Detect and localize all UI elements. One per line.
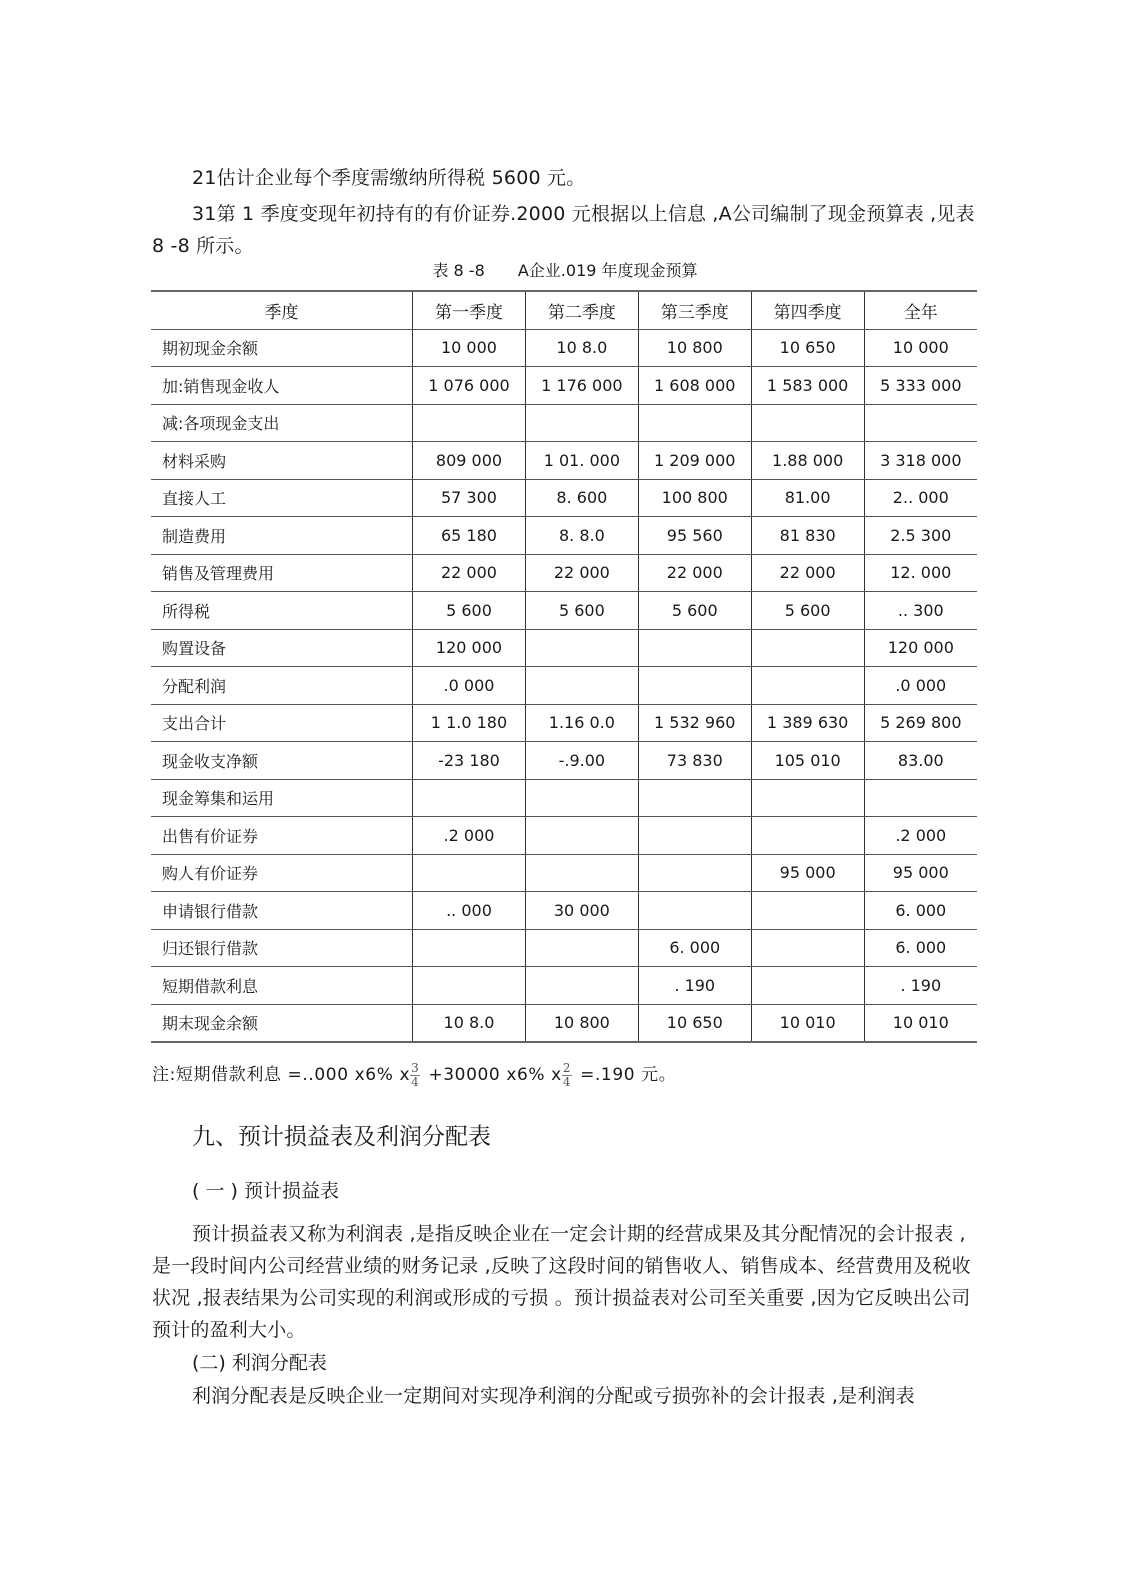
table-cell: 81 830 bbox=[751, 517, 864, 555]
table-row bbox=[151, 367, 977, 405]
table-cell: 10 800 bbox=[638, 329, 751, 367]
fraction-3-4 bbox=[410, 1062, 420, 1089]
table-row bbox=[151, 929, 977, 967]
table-cell bbox=[864, 404, 977, 442]
table-cell bbox=[751, 967, 864, 1005]
table-cell: 10 8.0 bbox=[525, 329, 638, 367]
section-heading: 九、预计损益表及利润分配表 bbox=[192, 1124, 491, 1150]
table-cell bbox=[525, 929, 638, 967]
table-cell: 1 608 000 bbox=[638, 367, 751, 405]
table-row bbox=[151, 517, 977, 555]
note-middle: +30000 x6% x bbox=[422, 1065, 562, 1085]
table-cell: 1.16 0.0 bbox=[525, 704, 638, 742]
row-label: 直接人工 bbox=[151, 479, 413, 517]
table-cell bbox=[638, 404, 751, 442]
table-cell bbox=[525, 967, 638, 1005]
table-cell: 22 000 bbox=[751, 554, 864, 592]
table-cell: 65 180 bbox=[413, 517, 526, 555]
row-label: 短期借款利息 bbox=[151, 967, 413, 1005]
table-cell: 10 000 bbox=[413, 329, 526, 367]
table-cell bbox=[751, 667, 864, 705]
table-header-row bbox=[151, 291, 977, 329]
row-label: 销售及管理费用 bbox=[151, 554, 413, 592]
table-cell: 10 8.0 bbox=[413, 1004, 526, 1042]
table-cell: 1 176 000 bbox=[525, 367, 638, 405]
table-cell: .. 300 bbox=[864, 592, 977, 630]
header-q2: 第二季度 bbox=[525, 291, 638, 329]
table-cell bbox=[751, 629, 864, 667]
table-cell: 120 000 bbox=[864, 629, 977, 667]
fraction-numerator: 3 bbox=[411, 1060, 420, 1075]
table-cell: 1.88 000 bbox=[751, 442, 864, 480]
table-cell: 57 300 bbox=[413, 479, 526, 517]
table-row bbox=[151, 817, 977, 855]
table-cell bbox=[751, 779, 864, 817]
table-cell: 1 209 000 bbox=[638, 442, 751, 480]
table-cell bbox=[413, 779, 526, 817]
table-cell: 5 600 bbox=[751, 592, 864, 630]
row-label: 减:各项现金支出 bbox=[151, 404, 413, 442]
table-cell bbox=[413, 404, 526, 442]
table-cell: -.9.00 bbox=[525, 742, 638, 780]
table-cell bbox=[751, 404, 864, 442]
row-label: 期初现金余额 bbox=[151, 329, 413, 367]
table-cell bbox=[525, 854, 638, 892]
table-cell bbox=[638, 667, 751, 705]
fraction-denominator: 4 bbox=[411, 1074, 420, 1089]
table-row bbox=[151, 442, 977, 480]
table-row bbox=[151, 967, 977, 1005]
table-cell bbox=[864, 779, 977, 817]
table-cell: .. 000 bbox=[413, 892, 526, 930]
table-cell: 2.5 300 bbox=[864, 517, 977, 555]
table-row bbox=[151, 629, 977, 667]
table-cell: . 190 bbox=[864, 967, 977, 1005]
row-label: 申请银行借款 bbox=[151, 892, 413, 930]
intro-paragraph-1: 21估计企业每个季度需缴纳所得税 5600 元。 bbox=[192, 167, 586, 189]
table-cell: . 190 bbox=[638, 967, 751, 1005]
header-q4: 第四季度 bbox=[751, 291, 864, 329]
table-cell: 10 800 bbox=[525, 1004, 638, 1042]
table-cell: 1 583 000 bbox=[751, 367, 864, 405]
interest-note bbox=[152, 1058, 676, 1092]
row-label: 购人有价证券 bbox=[151, 854, 413, 892]
table-cell: .0 000 bbox=[413, 667, 526, 705]
table-cell bbox=[638, 892, 751, 930]
table-row bbox=[151, 667, 977, 705]
table-cell: 5 600 bbox=[638, 592, 751, 630]
table-row bbox=[151, 779, 977, 817]
table-row bbox=[151, 329, 977, 367]
table-cell: 6. 000 bbox=[864, 929, 977, 967]
row-label: 购置设备 bbox=[151, 629, 413, 667]
row-label: 期末现金余额 bbox=[151, 1004, 413, 1042]
income-statement-paragraph: 预计损益表又称为利润表 ,是指反映企业在一定会计期的经营成果及其分配情况的会计报表 ,是一段时间内公司经营业绩的财务记录 ,反映了这段时间的销售收人、销售成本、经营费用及税收状况 ,报表结果为公司实现的利润或形成的亏损 。预计损益表对公司至关重要 ,因为它反映出公司预计的盈利大小。 bbox=[152, 1223, 971, 1341]
table-cell bbox=[525, 667, 638, 705]
table-cell: .2 000 bbox=[864, 817, 977, 855]
table-cell: 10 010 bbox=[751, 1004, 864, 1042]
row-label: 现金筹集和运用 bbox=[151, 779, 413, 817]
table-cell: 83.00 bbox=[864, 742, 977, 780]
table-cell: 809 000 bbox=[413, 442, 526, 480]
table-row bbox=[151, 404, 977, 442]
table-cell: .0 000 bbox=[864, 667, 977, 705]
row-label: 加:销售现金收人 bbox=[151, 367, 413, 405]
table-row bbox=[151, 704, 977, 742]
table-row bbox=[151, 479, 977, 517]
row-label: 支出合计 bbox=[151, 704, 413, 742]
table-cell: 1 389 630 bbox=[751, 704, 864, 742]
table-row bbox=[151, 892, 977, 930]
row-label: 归还银行借款 bbox=[151, 929, 413, 967]
table-cell: 12. 000 bbox=[864, 554, 977, 592]
table-cell: 5 600 bbox=[525, 592, 638, 630]
header-q1: 第一季度 bbox=[413, 291, 526, 329]
fraction-denominator: 4 bbox=[562, 1074, 572, 1089]
table-cell: 1 1.0 180 bbox=[413, 704, 526, 742]
table-cell: 22 000 bbox=[525, 554, 638, 592]
table-cell bbox=[638, 817, 751, 855]
header-full-year: 全年 bbox=[864, 291, 977, 329]
table-cell: 95 560 bbox=[638, 517, 751, 555]
cash-budget-table bbox=[151, 290, 977, 1043]
table-cell: 95 000 bbox=[751, 854, 864, 892]
table-cell: 105 010 bbox=[751, 742, 864, 780]
row-label: 制造费用 bbox=[151, 517, 413, 555]
table-cell: .2 000 bbox=[413, 817, 526, 855]
row-label: 出售有价证券 bbox=[151, 817, 413, 855]
table-cell: 10 010 bbox=[864, 1004, 977, 1042]
table-cell bbox=[525, 404, 638, 442]
table-cell bbox=[525, 817, 638, 855]
table-cell: 5 333 000 bbox=[864, 367, 977, 405]
header-q3: 第三季度 bbox=[638, 291, 751, 329]
table-caption bbox=[152, 258, 978, 284]
row-label: 现金收支净额 bbox=[151, 742, 413, 780]
table-cell: 10 000 bbox=[864, 329, 977, 367]
table-cell: 10 650 bbox=[751, 329, 864, 367]
table-cell: 22 000 bbox=[638, 554, 751, 592]
table-row bbox=[151, 554, 977, 592]
fraction-2-4 bbox=[562, 1062, 572, 1089]
header-quarter: 季度 bbox=[151, 291, 413, 329]
row-label: 所得税 bbox=[151, 592, 413, 630]
table-cell bbox=[638, 629, 751, 667]
table-cell: 30 000 bbox=[525, 892, 638, 930]
table-row bbox=[151, 592, 977, 630]
table-cell: 5 269 800 bbox=[864, 704, 977, 742]
intro-paragraph-2: 31第 1 季度变现年初持有的有价证券.2000 元根据以上信息 ,A公司编制了现金预算表 ,见表 8 -8 所示。 bbox=[152, 203, 975, 257]
subsection-heading-profit-distribution: (二) 利润分配表 bbox=[192, 1352, 327, 1374]
row-label: 分配利润 bbox=[151, 667, 413, 705]
table-row bbox=[151, 1004, 977, 1042]
table-title: A企业.019 年度现金预算 bbox=[517, 261, 698, 280]
table-cell bbox=[751, 892, 864, 930]
note-suffix: =.190 元。 bbox=[574, 1065, 677, 1085]
table-cell: 6. 000 bbox=[864, 892, 977, 930]
table-cell bbox=[413, 854, 526, 892]
table-cell: 1 532 960 bbox=[638, 704, 751, 742]
fraction-numerator: 2 bbox=[562, 1060, 572, 1075]
table-cell bbox=[413, 967, 526, 1005]
note-prefix: 注:短期借款利息 =..000 x6% x bbox=[152, 1065, 411, 1085]
table-cell: 73 830 bbox=[638, 742, 751, 780]
table-cell bbox=[751, 929, 864, 967]
subsection-heading-income-statement: ( 一 ) 预计损益表 bbox=[192, 1180, 339, 1202]
table-cell: 100 800 bbox=[638, 479, 751, 517]
table-body bbox=[151, 329, 977, 1042]
profit-distribution-paragraph: 利润分配表是反映企业一定期间对实现净利润的分配或亏损弥补的会计报表 ,是利润表 bbox=[192, 1385, 915, 1407]
table-number: 表 8 -8 bbox=[432, 261, 485, 280]
table-cell: 10 650 bbox=[638, 1004, 751, 1042]
table-cell: 6. 000 bbox=[638, 929, 751, 967]
table-cell: 2.. 000 bbox=[864, 479, 977, 517]
table-row bbox=[151, 854, 977, 892]
table-cell: 5 600 bbox=[413, 592, 526, 630]
table-cell: 8. 600 bbox=[525, 479, 638, 517]
table-cell: 1 076 000 bbox=[413, 367, 526, 405]
table-cell: 81.00 bbox=[751, 479, 864, 517]
table-cell bbox=[751, 817, 864, 855]
table-cell: 1 01. 000 bbox=[525, 442, 638, 480]
table-cell: -23 180 bbox=[413, 742, 526, 780]
table-cell: 22 000 bbox=[413, 554, 526, 592]
table-cell bbox=[638, 854, 751, 892]
table-cell bbox=[525, 779, 638, 817]
row-label: 材料采购 bbox=[151, 442, 413, 480]
table-cell bbox=[413, 929, 526, 967]
table-cell: 8. 8.0 bbox=[525, 517, 638, 555]
table-cell: 3 318 000 bbox=[864, 442, 977, 480]
table-cell bbox=[638, 779, 751, 817]
table-cell: 120 000 bbox=[413, 629, 526, 667]
table-row bbox=[151, 742, 977, 780]
table-cell bbox=[525, 629, 638, 667]
table-cell: 95 000 bbox=[864, 854, 977, 892]
